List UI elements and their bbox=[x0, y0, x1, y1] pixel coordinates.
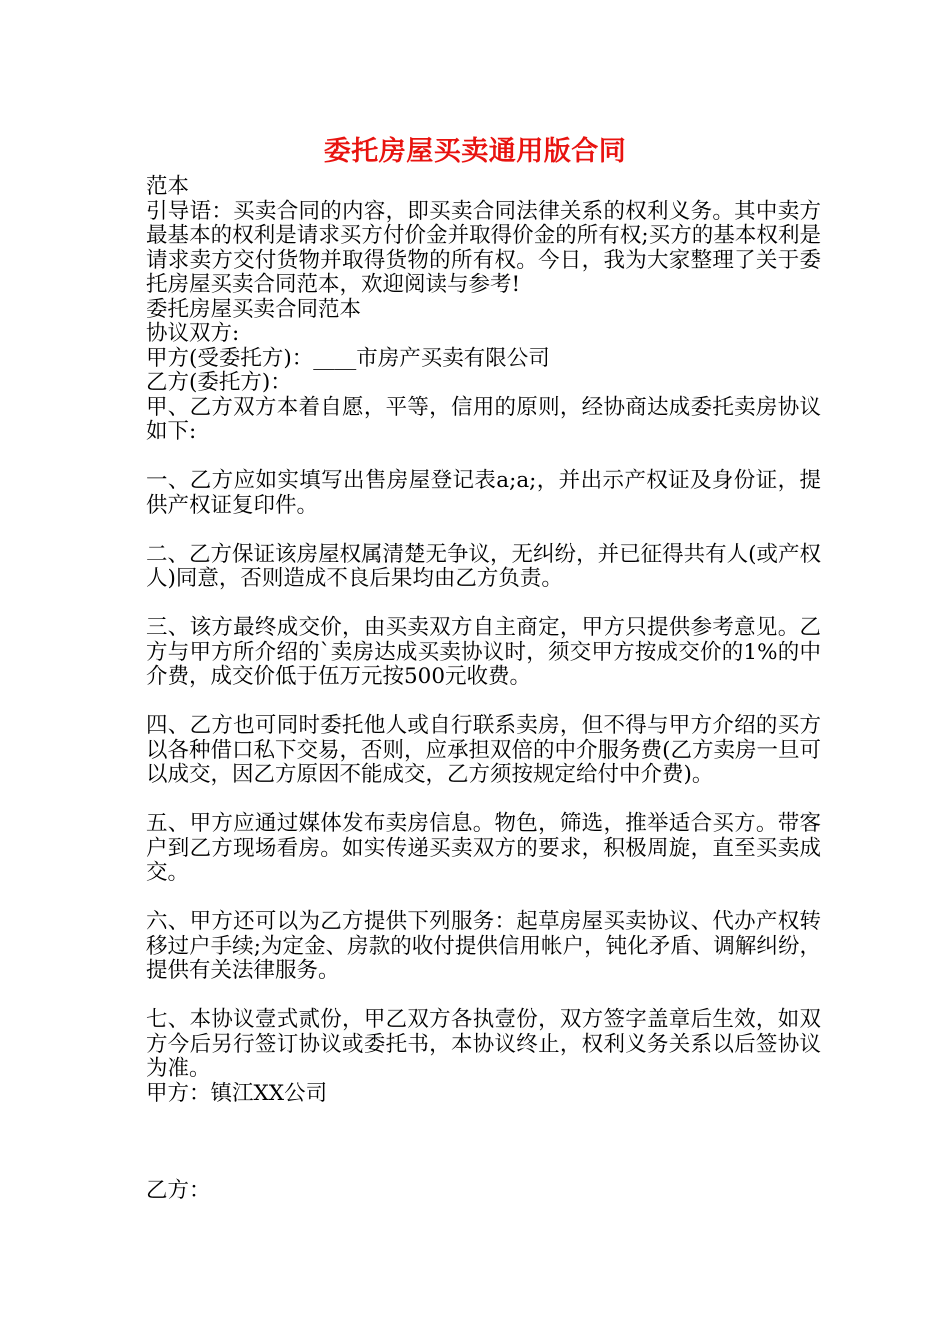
clause-1: 一、乙方应如实填写出售房屋登记表a;a;，并出示产权证及身份证，提供产权证复印件。 bbox=[146, 468, 821, 518]
signature-party-b: 乙方： bbox=[146, 1178, 211, 1203]
clause-7: 七、本协议壹式贰份，甲乙双方各执壹份，双方签字盖章后生效，如双方今后另行签订协议或委托书，本协议终止，权利义务关系以后签协议为准。 bbox=[146, 1007, 821, 1081]
document-body bbox=[146, 175, 821, 1204]
clause-6: 六、甲方还可以为乙方提供下列服务：起草房屋买卖协议、代办产权转移过户手续;为定金、房款的收付提供信用帐户，钝化矛盾、调解纠纷，提供有关法律服务。 bbox=[146, 909, 821, 983]
clause-4: 四、乙方也可同时委托他人或自行联系卖房，但不得与甲方介绍的买方以各种借口私下交易，否则，应承担双倍的中介服务费(乙方卖房一旦可以成交，因乙方原因不能成交，乙方须按规定给付中介费)。 bbox=[146, 713, 821, 787]
paragraph-spacer bbox=[146, 788, 821, 813]
clause-5: 五、甲方应通过媒体发布卖房信息。物色，筛选，推举适合买方。带客户到乙方现场看房。如实传递买卖双方的要求，积极周旋，直至买卖成交。 bbox=[146, 811, 821, 885]
paragraph-spacer bbox=[146, 592, 821, 617]
document-title: 委托房屋买卖通用版合同 bbox=[323, 136, 627, 167]
paragraph-spacer bbox=[146, 690, 821, 715]
intro-paragraph: 引导语：买卖合同的内容，即买卖合同法律关系的权利义务。其中卖方最基本的权利是请求买方付价金并取得价金的所有权;买方的基本权利是请求卖方交付货物并取得货物的所有权。今日，我为大家整理了关于委托房屋买卖合同范本，欢迎阅读与参考! bbox=[146, 198, 821, 297]
contract-name: 委托房屋买卖合同范本 bbox=[146, 296, 362, 322]
signature-spacer bbox=[146, 1106, 821, 1179]
paragraph-spacer bbox=[146, 886, 821, 911]
party-b-line: 乙方(委托方)： bbox=[146, 370, 292, 395]
paragraph-spacer bbox=[146, 518, 821, 543]
signature-party-a: 甲方：镇江XX公司 bbox=[146, 1080, 328, 1106]
parties-heading: 协议双方: bbox=[146, 321, 240, 346]
clause-2: 二、乙方保证该房屋权属清楚无争议，无纠纷，并已征得共有人(或产权人)同意，否则造成不良后果均由乙方负责。 bbox=[146, 541, 821, 591]
subtitle: 范本 bbox=[146, 174, 190, 199]
preamble-paragraph: 甲、乙方双方本着自愿，平等，信用的原则，经协商达成委托卖房协议如下: bbox=[146, 394, 821, 444]
paragraph-spacer bbox=[146, 984, 821, 1009]
party-a-line: 甲方(受委托方)：____市房产买卖有限公司 bbox=[146, 345, 550, 371]
paragraph-spacer bbox=[146, 445, 821, 470]
clause-3: 三、该方最终成交价，由买卖双方自主商定，甲方只提供参考意见。乙方与甲方所介绍的`卖房达成买卖协议时，须交甲方按成交价的1%的中介费，成交价低于伍万元按500元收费。 bbox=[146, 615, 821, 689]
